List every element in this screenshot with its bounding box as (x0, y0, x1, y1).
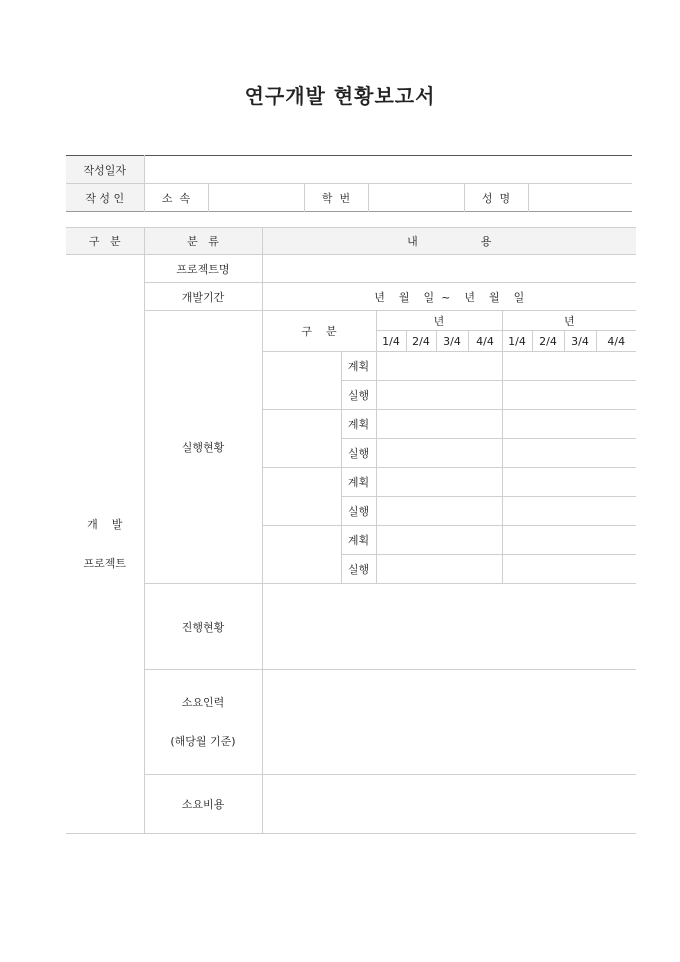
plan-cell[interactable] (502, 352, 636, 381)
execution-label: 실행현황 (144, 311, 262, 584)
progress-label: 진행현황 (144, 584, 262, 670)
actual-label: 실행 (341, 555, 376, 584)
name-label: 성 명 (464, 184, 528, 212)
progress-field[interactable] (262, 584, 636, 670)
affiliation-label: 소 속 (144, 184, 208, 212)
main-report-table (66, 227, 636, 834)
plan-cell[interactable] (502, 526, 636, 555)
actual-label: 실행 (341, 439, 376, 468)
author-label: 작 성 인 (66, 184, 144, 212)
plan-label: 계획 (341, 468, 376, 497)
quarter-header: 2/4 (532, 331, 564, 352)
cost-field[interactable] (262, 775, 636, 834)
actual-cell[interactable] (376, 381, 502, 410)
date-label: 작성일자 (66, 156, 144, 184)
plan-cell[interactable] (376, 526, 502, 555)
plan-label: 계획 (341, 410, 376, 439)
student-id-field[interactable] (368, 184, 464, 212)
actual-cell[interactable] (502, 439, 636, 468)
manpower-label-line1: 소요인력 (181, 696, 225, 709)
manpower-field[interactable] (262, 670, 636, 775)
category-header: 분 류 (144, 228, 262, 255)
plan-label: 계획 (341, 352, 376, 381)
student-id-label: 학 번 (304, 184, 368, 212)
content-header: 내 용 (262, 228, 636, 255)
affiliation-field[interactable] (208, 184, 304, 212)
exec-division-header: 구 분 (262, 311, 376, 352)
period-field[interactable]: 년 월 일 ~ 년 월 일 (262, 283, 636, 311)
actual-label: 실행 (341, 381, 376, 410)
division-header: 구 분 (66, 228, 144, 255)
task-name-cell[interactable] (262, 410, 341, 468)
actual-cell[interactable] (502, 381, 636, 410)
quarter-header: 2/4 (406, 331, 436, 352)
plan-cell[interactable] (376, 410, 502, 439)
plan-cell[interactable] (376, 352, 502, 381)
actual-cell[interactable] (502, 497, 636, 526)
quarter-header: 4/4 (468, 331, 502, 352)
name-field[interactable] (528, 184, 632, 212)
project-name-label: 프로젝트명 (144, 255, 262, 283)
quarter-header: 4/4 (596, 331, 636, 352)
section-label-line1: 개 발 (87, 518, 123, 531)
actual-cell[interactable] (376, 497, 502, 526)
manpower-label-line2: (해당월 기준) (170, 735, 236, 748)
task-name-cell[interactable] (262, 468, 341, 526)
cost-label: 소요비용 (144, 775, 262, 834)
actual-label: 실행 (341, 497, 376, 526)
actual-cell[interactable] (376, 439, 502, 468)
actual-cell[interactable] (376, 555, 502, 584)
quarter-header: 3/4 (564, 331, 596, 352)
quarter-header: 1/4 (376, 331, 406, 352)
year-header-1: 년 (376, 311, 502, 331)
plan-label: 계획 (341, 526, 376, 555)
quarter-header: 1/4 (502, 331, 532, 352)
header-info-table (66, 155, 632, 212)
project-name-field[interactable] (262, 255, 636, 283)
actual-cell[interactable] (502, 555, 636, 584)
task-name-cell[interactable] (262, 352, 341, 410)
plan-cell[interactable] (502, 468, 636, 497)
period-label: 개발기간 (144, 283, 262, 311)
page-title: 연구개발 현황보고서 (244, 84, 436, 108)
section-label-line2: 프로젝트 (83, 557, 126, 570)
date-field[interactable] (144, 156, 632, 184)
year-header-2: 년 (502, 311, 636, 331)
quarter-header: 3/4 (436, 331, 468, 352)
plan-cell[interactable] (502, 410, 636, 439)
task-name-cell[interactable] (262, 526, 341, 584)
plan-cell[interactable] (376, 468, 502, 497)
